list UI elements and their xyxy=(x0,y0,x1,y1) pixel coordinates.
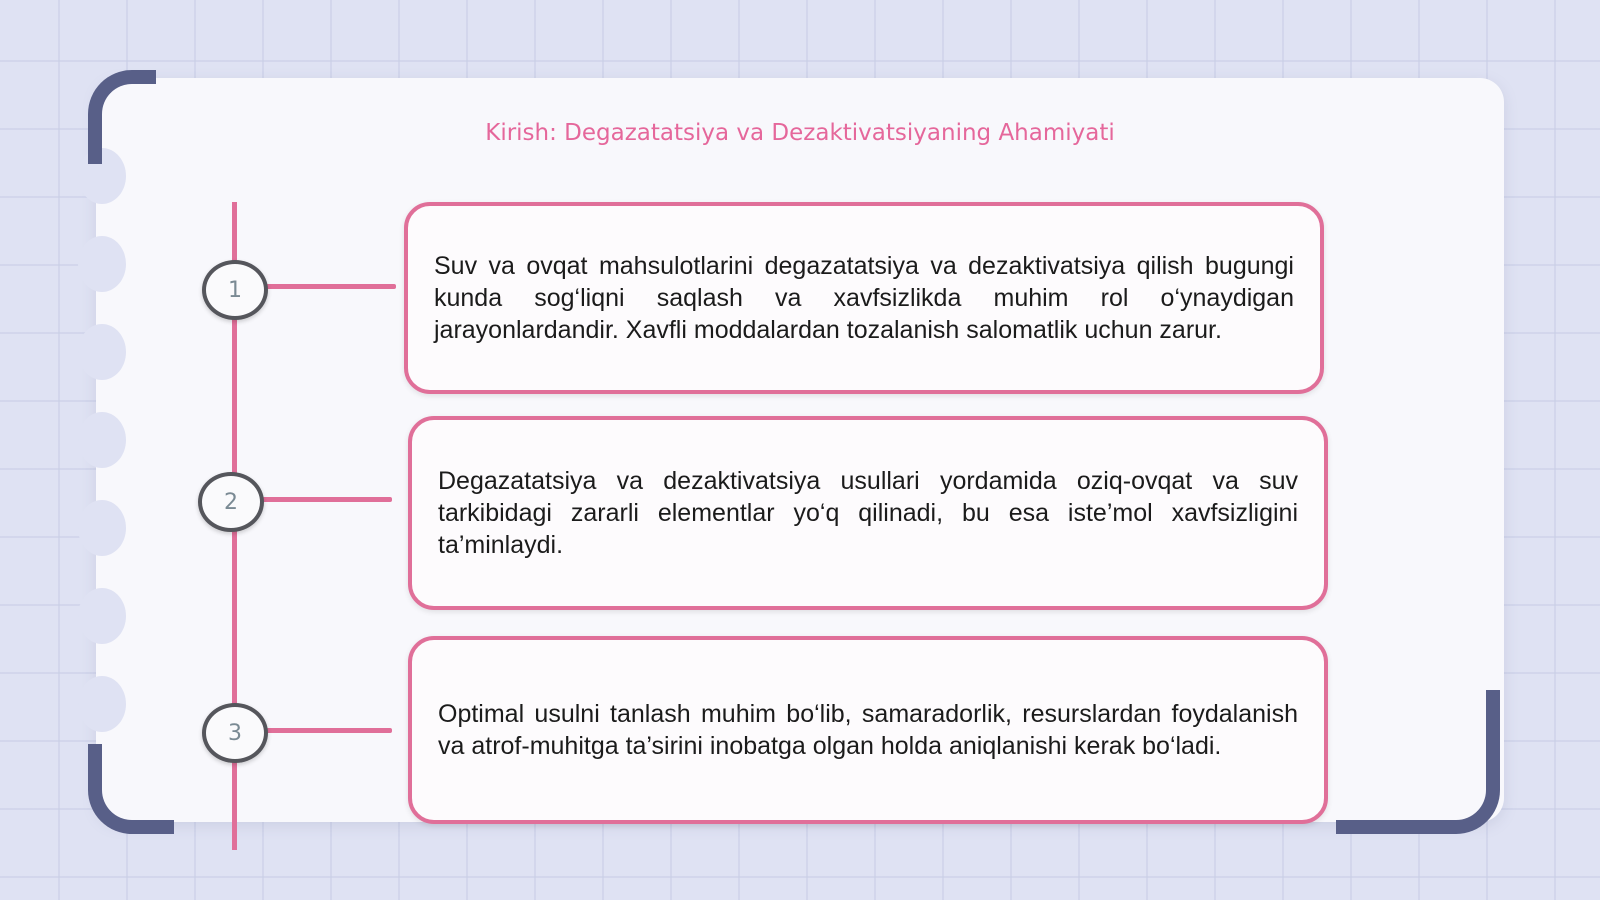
info-text-2: Degazatatsiya va dezaktivatsiya usullari yordamida oziq-ovqat va suv tarkibidagi zararli elementlar yo‘q qilinadi, bu esa iste’mol xavfsizligini ta’minlaydi. xyxy=(438,467,1298,559)
timeline-connector xyxy=(266,284,396,289)
step-number-1: 1 xyxy=(202,260,268,320)
step-number-3: 3 xyxy=(202,703,268,763)
slide-title: Kirish: Degazatatsiya va Dezaktivatsiyaning Ahamiyati xyxy=(485,120,1115,146)
timeline-connector xyxy=(262,497,392,502)
corner-bracket-top-left xyxy=(88,70,156,164)
binder-notch xyxy=(78,324,126,380)
binder-notch xyxy=(78,236,126,292)
info-box-1 xyxy=(404,202,1324,394)
binder-notch xyxy=(78,588,126,644)
binder-notch xyxy=(78,412,126,468)
info-text-1: Suv va ovqat mahsulotlarini degazatatsiya va dezaktivatsiya qilish bugungi kunda sog‘liqni saqlash va xavfsizlikda muhim rol o‘ynaydigan jarayonlardandir. Xavfli moddalardan tozalanish salomatlik uchun zarur. xyxy=(434,252,1294,344)
binder-notch xyxy=(78,676,126,732)
binder-notch xyxy=(78,500,126,556)
corner-bracket-bottom-right xyxy=(1336,690,1500,834)
step-number-2: 2 xyxy=(198,472,264,532)
info-box-3 xyxy=(408,636,1328,824)
info-text-3: Optimal usulni tanlash muhim bo‘lib, samaradorlik, resurslardan foydalanish va atrof-muhitga ta’sirini inobatga olgan holda aniqlanishi kerak bo‘ladi. xyxy=(438,700,1298,760)
timeline-connector xyxy=(266,728,392,733)
info-box-2 xyxy=(408,416,1328,610)
corner-bracket-bottom-left xyxy=(88,744,174,834)
